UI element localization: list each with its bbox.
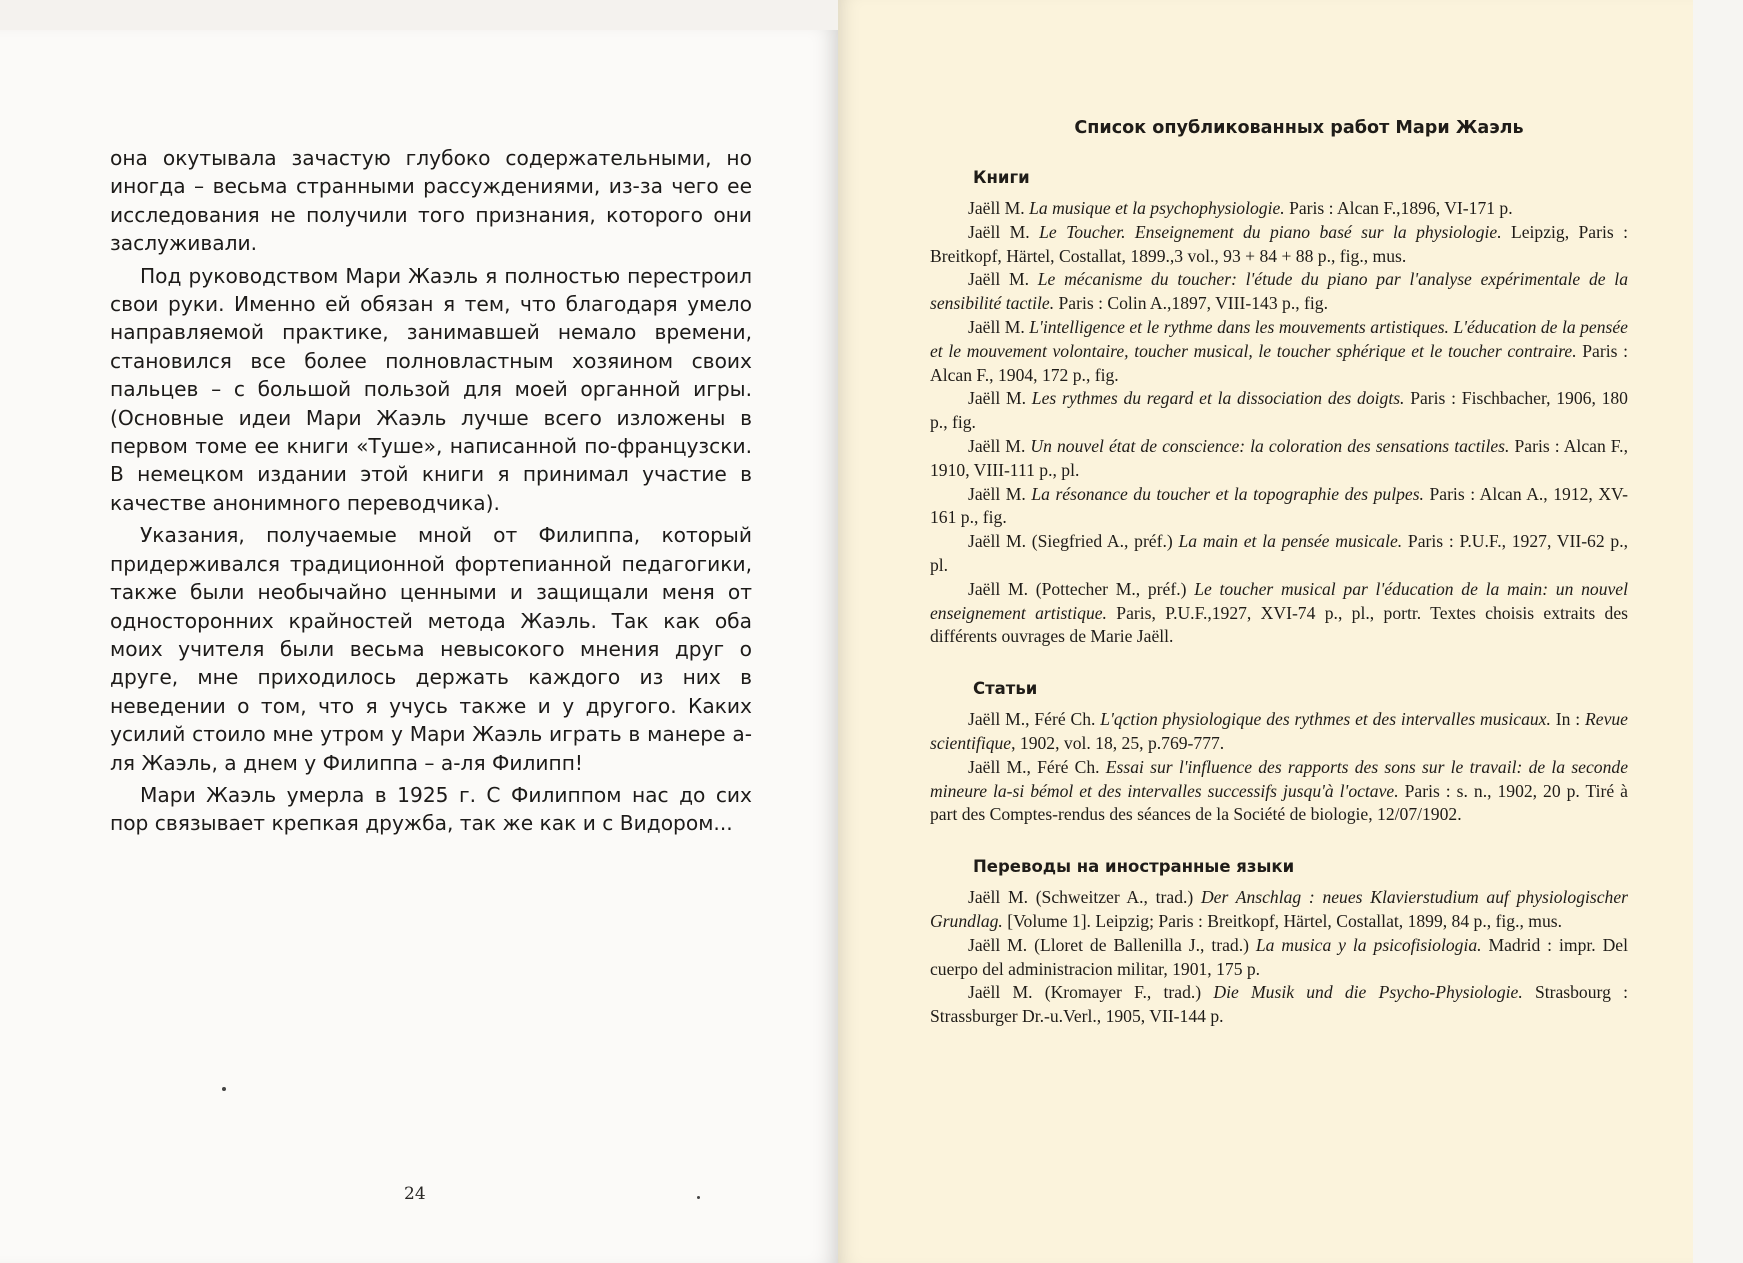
entry-title-text: Les rythmes du regard et la dissociation des doigts. bbox=[1031, 388, 1405, 409]
entry-title-text: Revue scientifique bbox=[930, 709, 1628, 753]
entry-text: Jaëll M. bbox=[968, 198, 1030, 218]
page-number: 24 bbox=[404, 1184, 426, 1204]
bibliography-title: Список опубликованных работ Мари Жаэль bbox=[1074, 118, 1524, 138]
bibliography-entry bbox=[930, 197, 1628, 221]
entry-text: Jaëll M. bbox=[968, 269, 1038, 290]
entry-text: Jaëll M. bbox=[968, 388, 1032, 409]
entry-text: Jaëll M. bbox=[968, 316, 1030, 337]
section-heading: Книги bbox=[973, 168, 1030, 187]
bibliography-entry bbox=[930, 886, 1628, 934]
entry-title-text: Le Toucher. Enseignement du piano basé sur la physiologie. bbox=[1039, 221, 1502, 242]
bibliography-entry bbox=[930, 934, 1628, 982]
entry-title-text: L'qction physiologique des rythmes et des intervalles musicaux. bbox=[1100, 709, 1551, 730]
bibliography-entry bbox=[930, 435, 1628, 483]
entry-text: [Volume 1]. Leipzig; Paris : Breitkopf, Härtel, Costallat, 1899, 84 p., fig., mus. bbox=[1002, 910, 1563, 931]
entry-text: Paris : Alcan F.,1896, VI-171 p. bbox=[1284, 198, 1513, 218]
entry-text: Paris : Alcan F., 1904, 172 p., fig. bbox=[930, 340, 1628, 385]
entry-list bbox=[930, 886, 1628, 1029]
entry-text: Strasbourg : Strassburger Dr.-u.Verl., 1905, VII-144 p. bbox=[930, 982, 1628, 1027]
entry-text: Jaëll M. (Pottecher M., préf.) bbox=[968, 578, 1195, 599]
entry-text: Madrid : impr. Del cuerpo del administracion militar, 1901, 175 p. bbox=[930, 934, 1628, 979]
entry-text: Paris : P.U.F., 1927, VII-62 p., pl. bbox=[930, 531, 1628, 575]
entry-list bbox=[930, 197, 1628, 649]
entry-text: Jaëll M. bbox=[968, 221, 1040, 242]
speck-mark bbox=[697, 1196, 700, 1199]
bibliography-entry bbox=[930, 268, 1628, 316]
entry-title-text: La résonance du toucher et la topographie des pulpes. bbox=[1031, 483, 1424, 504]
entry-title-text: La musica y la psicofisiologia. bbox=[1255, 934, 1482, 955]
speck-mark bbox=[222, 1087, 226, 1091]
paragraph: Мари Жаэль умерла в 1925 г. С Филиппом нас до сих пор связывает крепкая дружба, так же как и с Видором... bbox=[110, 782, 752, 836]
entry-title-text: Le mécanisme du toucher: l'étude du piano par l'analyse expérimentale de la sensibilité tactile. bbox=[930, 269, 1628, 314]
entry-text: Jaëll M. (Siegfried A., préf.) bbox=[968, 531, 1179, 552]
bibliography bbox=[930, 118, 1628, 1059]
bibliography-entry bbox=[930, 756, 1628, 827]
bibliography-entry bbox=[930, 578, 1628, 649]
entry-text: In : bbox=[1550, 709, 1586, 730]
section-heading: Статьи bbox=[973, 679, 1038, 699]
entry-title-text: La main et la pensée musicale. bbox=[1178, 531, 1403, 552]
entry-text: Paris : Fischbacher, 1906, 180 p., fig. bbox=[930, 388, 1628, 433]
bibliography-sections bbox=[930, 168, 1628, 1029]
entry-text: , 1902, vol. 18, 25, p.769-777. bbox=[1011, 732, 1225, 753]
entry-text: Paris : Alcan A., 1912, XV-161 p., fig. bbox=[930, 483, 1628, 528]
left-page-body bbox=[110, 144, 752, 842]
entry-text: Jaëll M. bbox=[968, 435, 1031, 456]
entry-text: Jaëll M. (Kromayer F., trad.) bbox=[968, 982, 1214, 1003]
entry-title-text: Le toucher musical par l'éducation de la main: un nouvel enseignement artistique. bbox=[930, 578, 1628, 623]
bibliography-entry bbox=[930, 708, 1628, 756]
bibliography-entry bbox=[930, 530, 1628, 578]
entry-title-text: Der Anschlag : neues Klavierstudium auf physiologischer Grundlag. bbox=[930, 887, 1629, 931]
entry-title-text: La musique et la psychophysiologie. bbox=[1029, 198, 1285, 218]
entry-title-text: Un nouvel état de conscience: la coloration des sensations tactiles. bbox=[1030, 435, 1510, 456]
entry-text: Jaëll M., Féré Ch. bbox=[968, 756, 1106, 777]
entry-text: Jaëll M. bbox=[968, 483, 1032, 504]
entry-text: Jaëll M., Féré Ch. bbox=[968, 709, 1101, 730]
paragraph: Под руководством Мари Жаэль я полностью перестроил свои руки. Именно ей обязан я тем, что благодаря умело направляемой практике, занимавшей немало времени, становился все более полновластным хозяином своих пальцев – с большой пользой для моей органной игры. (Основные идеи Мари Жаэль лучше всего изложены в первом томе ее книги «Туше», написанной по-французски. В немецком издании этой книги я принимал участие в качестве анонимного переводчика). bbox=[110, 263, 752, 515]
bibliography-entry bbox=[930, 981, 1628, 1029]
entry-text: Paris : Alcan F., 1910, VIII-111 p., pl. bbox=[930, 435, 1628, 480]
entry-title-text: Essai sur l'influence des rapports des sons sur le travail: de la seconde mineure la-si bémol et des intervalles successifs jusqu'à l'octave. bbox=[930, 756, 1628, 801]
entry-text: Paris : s. n., 1902, 20 p. Tiré à part des Comptes-rendus des séances de la Société de biologie, 12/07/1902. bbox=[930, 780, 1628, 825]
bibliography-entry bbox=[930, 483, 1628, 531]
bibliography-entry bbox=[930, 221, 1628, 269]
section-heading: Переводы на иностранные языки bbox=[973, 857, 1295, 877]
bibliography-entry bbox=[930, 387, 1628, 435]
scan-background bbox=[1693, 0, 1743, 1263]
entry-title-text: L'intelligence et le rythme dans les mouvements artistiques. L'éducation de la pensée et le mouvement volontaire, toucher musical, le toucher sphérique et le toucher contraire. bbox=[930, 316, 1628, 361]
entry-text: Paris, P.U.F.,1927, XVI-74 p., pl., portr. Textes choisis extraits des différents ouvrages de Marie Jaëll. bbox=[930, 602, 1628, 647]
bibliography-entry bbox=[930, 316, 1628, 387]
paragraph: Указания, получаемые мной от Филиппа, который придерживался традиционной фортепианной педагогики, также были необычайно ценными и защищали меня от односторонних крайностей метода Жаэль. Так как оба моих учителя были весьма невысокого мнения друг о друге, мне приходилось держать каждого из них в неведении о том, что я учусь также и у другого. Каких усилий стоило мне утром у Мари Жаэль играть в манере а-ля Жаэль, а днем у Филиппа – а-ля Филипп! bbox=[110, 523, 752, 775]
paragraph: она окутывала зачастую глубоко содержательными, но иногда – весьма странными рассуждениями, из-за чего ее исследования не получили того признания, которого они заслуживали. bbox=[110, 146, 752, 256]
entry-text: Jaëll M. (Lloret de Ballenilla J., trad.) bbox=[968, 934, 1256, 955]
entry-text: Jaëll M. (Schweitzer A., trad.) bbox=[968, 887, 1201, 908]
entry-text: Leipzig, Paris : Breitkopf, Härtel, Costallat, 1899.,3 vol., 93 + 84 + 88 p., fig., mus. bbox=[930, 221, 1628, 266]
entry-title-text: Die Musik und die Psycho-Physiologie. bbox=[1213, 982, 1523, 1003]
entry-text: Paris : Colin A.,1897, VIII-143 p., fig. bbox=[1054, 293, 1328, 314]
entry-list bbox=[930, 708, 1628, 827]
